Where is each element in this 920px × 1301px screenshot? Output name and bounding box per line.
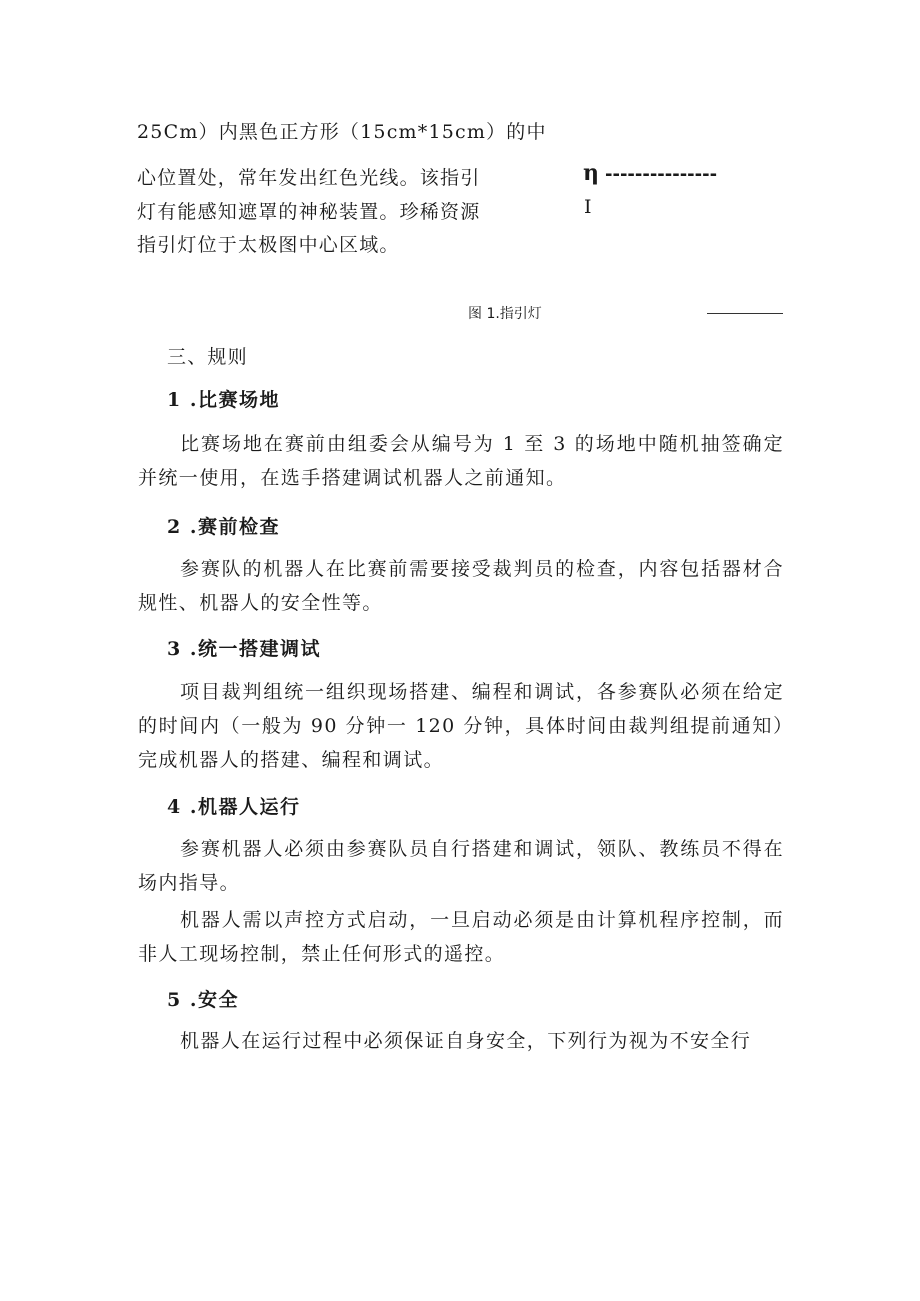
item-heading: 5 .安全 xyxy=(167,989,239,1011)
item-heading: 2 .赛前检查 xyxy=(167,516,280,538)
figure-rule-line xyxy=(707,313,783,314)
figure-eta-symbol: η xyxy=(583,160,599,186)
intro-line: 灯有能感知遮罩的神秘装置。珍稀资源 xyxy=(137,201,481,223)
item-paragraph: 参赛队的机器人在比赛前需要接受裁判员的检查，内容包括器材合规性、机器人的安全性等。 xyxy=(138,558,784,614)
intro-line: 25Cm）内黑色正方形（15cm*15cm）的中 xyxy=(137,121,547,143)
figure-caption: 图 1.指引灯 xyxy=(468,306,542,322)
figure-dash-line: --------------- xyxy=(605,164,718,185)
item-paragraph: 比赛场地在赛前由组委会从编号为 1 至 3 的场地中随机抽签确定并统一使用，在选手搭建调试机器人之前通知。 xyxy=(138,433,784,489)
intro-line: 指引灯位于太极图中心区域。 xyxy=(137,234,400,256)
section-title: 三、规则 xyxy=(167,346,248,368)
item-paragraph: 参赛机器人必须由参赛队员自行搭建和调试，领队、教练员不得在场内指导。 xyxy=(138,838,784,894)
figure-marker: I xyxy=(584,196,593,218)
item-heading: 1 .比赛场地 xyxy=(167,389,280,411)
item-paragraph: 机器人需以声控方式启动，一旦启动必须是由计算机程序控制，而非人工现场控制，禁止任何形式的遥控。 xyxy=(138,909,784,965)
item-paragraph: 项目裁判组统一组织现场搭建、编程和调试，各参赛队必须在给定的时间内（一般为 90 分钟一 120 分钟，具体时间由裁判组提前通知）完成机器人的搭建、编程和调试。 xyxy=(138,681,784,771)
item-paragraph: 机器人在运行过程中必须保证自身安全，下列行为视为不安全行 xyxy=(180,1030,752,1052)
item-heading: 3 .统一搭建调试 xyxy=(167,638,321,660)
item-heading: 4 .机器人运行 xyxy=(167,796,301,818)
intro-line: 心位置处，常年发出红色光线。该指引 xyxy=(137,167,481,189)
